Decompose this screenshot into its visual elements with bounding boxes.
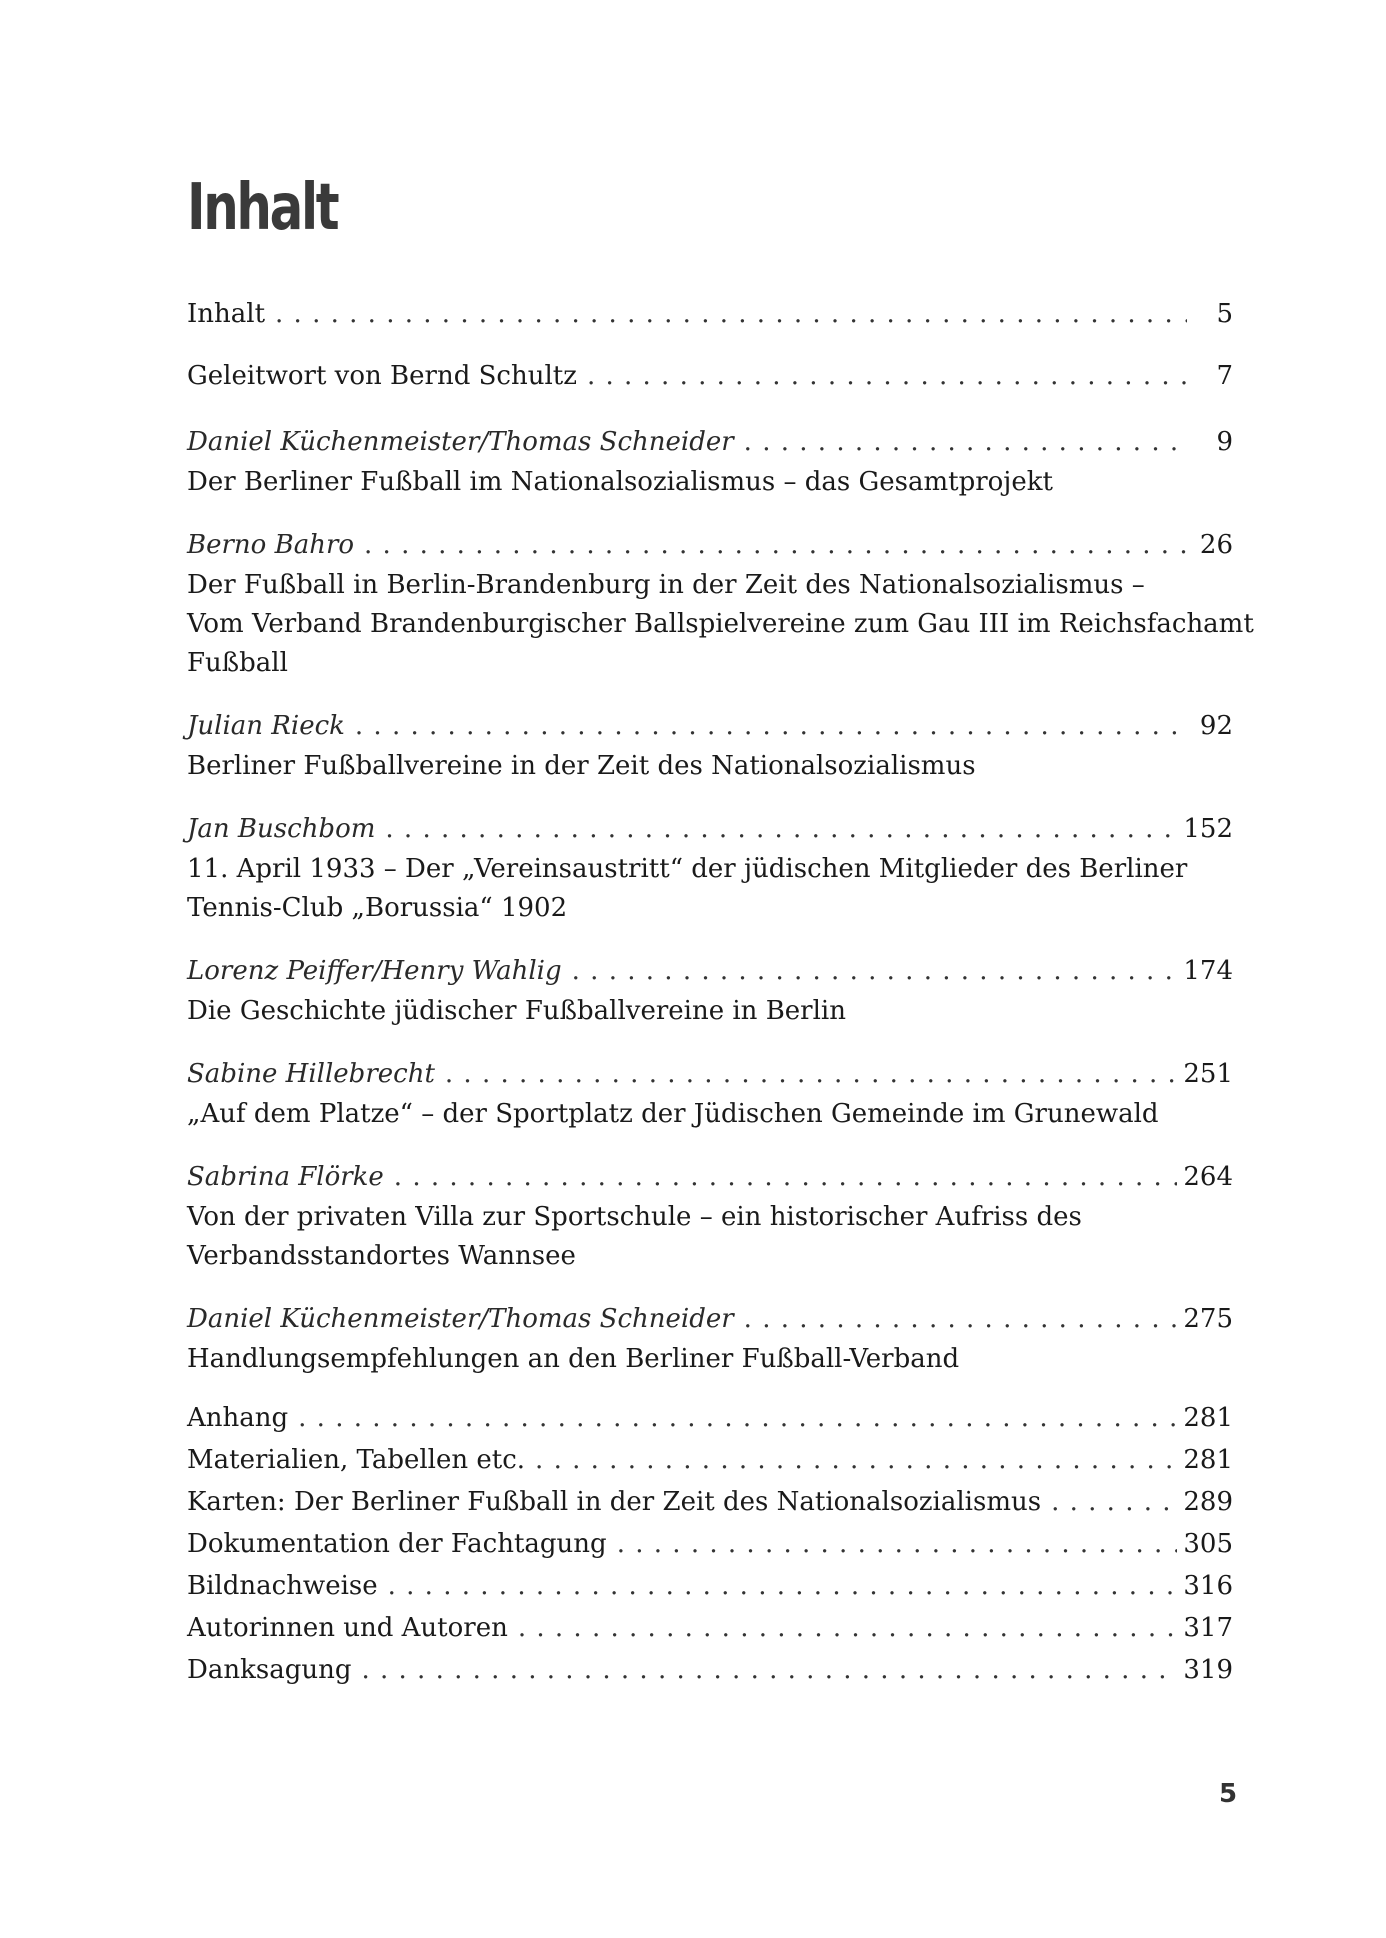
toc-article-title: Fußball: [187, 648, 288, 678]
toc-page-number: 305: [1183, 1529, 1233, 1559]
toc-author: Sabrina Flörke: [187, 1162, 384, 1192]
toc-entry-label: Geleitwort von Bernd Schultz: [187, 361, 577, 391]
toc-entry-label: Karten: Der Berliner Fußball in der Zeit des Nationalsozialismus: [187, 1487, 1042, 1517]
toc-page-number: 26: [1199, 530, 1233, 560]
toc-article-title: Handlungsempfehlungen an den Berliner Fußball-Verband: [187, 1344, 960, 1374]
toc-article-title: Verbandsstandortes Wannsee: [187, 1241, 576, 1271]
page-title: Inhalt: [187, 171, 338, 245]
toc-entry: [187, 1565, 1233, 1607]
leader-dots: [744, 421, 1187, 463]
toc-article-title: Berliner Fußballvereine in der Zeit des Nationalsozialismus: [187, 751, 976, 781]
toc-appendix: [187, 1397, 1233, 1691]
toc-author: Sabine Hillebrecht: [187, 1059, 435, 1089]
toc-article: [187, 1053, 1233, 1134]
leader-dots: [572, 950, 1178, 992]
toc-article-title: Die Geschichte jüdischer Fußballvereine in Berlin: [187, 996, 846, 1026]
toc-entry: [187, 1607, 1233, 1649]
leader-dots: [445, 1053, 1177, 1095]
leader-dots: [361, 1649, 1177, 1691]
toc-page-number: 289: [1183, 1487, 1233, 1517]
toc-entry-label: Materialien, Tabellen etc.: [187, 1445, 526, 1475]
toc-author-line: [187, 1156, 1233, 1198]
toc-article: [187, 705, 1233, 786]
toc-page-number: 251: [1183, 1059, 1233, 1089]
toc-page-number: 9: [1216, 427, 1233, 457]
toc-author: Jan Buschbom: [187, 814, 376, 844]
toc-author: Daniel Küchenmeister/Thomas Schneider: [187, 1304, 734, 1334]
toc-article-title: Vom Verband Brandenburgischer Ballspielvereine zum Gau III im Reichsfachamt: [187, 609, 1254, 639]
leader-dots: [388, 1565, 1178, 1607]
toc-entry-label: Dokumentation der Fachtagung: [187, 1529, 607, 1559]
toc-article: [187, 808, 1233, 928]
leader-dots: [587, 355, 1187, 397]
toc-page-number: 319: [1183, 1655, 1233, 1685]
leader-dots: [364, 524, 1187, 566]
toc-article-title: „Auf dem Platze“ – der Sportplatz der Jüdischen Gemeinde im Grunewald: [187, 1099, 1159, 1129]
toc-entry: [187, 1481, 1233, 1523]
toc-page-number: 281: [1183, 1445, 1233, 1475]
toc-page-number: 275: [1183, 1304, 1233, 1334]
toc-page-number: 152: [1183, 814, 1233, 844]
leader-dots: [394, 1156, 1178, 1198]
toc-article-title: Tennis-Club „Borussia“ 1902: [187, 893, 568, 923]
toc-author: Daniel Küchenmeister/Thomas Schneider: [187, 427, 734, 457]
toc-author-line: [187, 950, 1233, 992]
toc-author-line: [187, 1053, 1233, 1095]
toc-page-number: 316: [1183, 1571, 1233, 1601]
toc-page-number: 281: [1183, 1403, 1233, 1433]
leader-dots: [518, 1607, 1178, 1649]
toc-entry-label: Autorinnen und Autoren: [187, 1613, 508, 1643]
toc-article: [187, 524, 1254, 683]
toc-entry-label: Anhang: [187, 1403, 289, 1433]
toc-entry: [187, 1397, 1233, 1439]
toc-entry: [187, 1439, 1233, 1481]
toc-article: [187, 1298, 1233, 1379]
toc-author: Julian Rieck: [187, 711, 345, 741]
toc-article-title: Der Fußball in Berlin-Brandenburg in der Zeit des Nationalsozialismus –: [187, 570, 1145, 600]
leader-dots: [617, 1523, 1178, 1565]
toc-page-number: 174: [1183, 956, 1233, 986]
toc-page-number: 92: [1199, 711, 1233, 741]
toc-entry: [187, 1523, 1233, 1565]
toc-article-title: Von der privaten Villa zur Sportschule – ein historischer Aufriss des: [187, 1202, 1082, 1232]
toc-entry-label: Bildnachweise: [187, 1571, 378, 1601]
table-of-contents: [187, 293, 1254, 1691]
toc-entry: [187, 1649, 1233, 1691]
toc-article: [187, 950, 1233, 1031]
leader-dots: [355, 705, 1187, 747]
page-number: 5: [1219, 1779, 1238, 1809]
toc-entry-label: Inhalt: [187, 299, 266, 329]
leader-dots: [1051, 1481, 1177, 1523]
toc-page-number: 7: [1216, 361, 1233, 391]
toc-article-title: 11. April 1933 – Der „Vereinsaustritt“ der jüdischen Mitglieder des Berliner: [187, 854, 1188, 884]
toc-article: [187, 1156, 1233, 1276]
toc-author-line: [187, 524, 1233, 566]
leader-dots: [744, 1298, 1178, 1340]
leader-dots: [275, 293, 1187, 335]
toc-entry: [187, 293, 1233, 335]
toc-author: Lorenz Peiffer/Henry Wahlig: [187, 956, 562, 986]
toc-author-line: [187, 808, 1233, 850]
toc-page-number: 317: [1183, 1613, 1233, 1643]
toc-page-number: 264: [1183, 1162, 1233, 1192]
toc-article: [187, 421, 1233, 502]
toc-author-line: [187, 421, 1233, 463]
leader-dots: [298, 1397, 1177, 1439]
toc-entry: [187, 355, 1233, 397]
toc-article-title: Der Berliner Fußball im Nationalsozialismus – das Gesamtprojekt: [187, 467, 1053, 497]
toc-page-number: 5: [1216, 299, 1233, 329]
toc-author-line: [187, 1298, 1233, 1340]
leader-dots: [385, 808, 1177, 850]
leader-dots: [535, 1439, 1177, 1481]
toc-author-line: [187, 705, 1233, 747]
toc-author: Berno Bahro: [187, 530, 355, 560]
toc-entry-label: Danksagung: [187, 1655, 352, 1685]
